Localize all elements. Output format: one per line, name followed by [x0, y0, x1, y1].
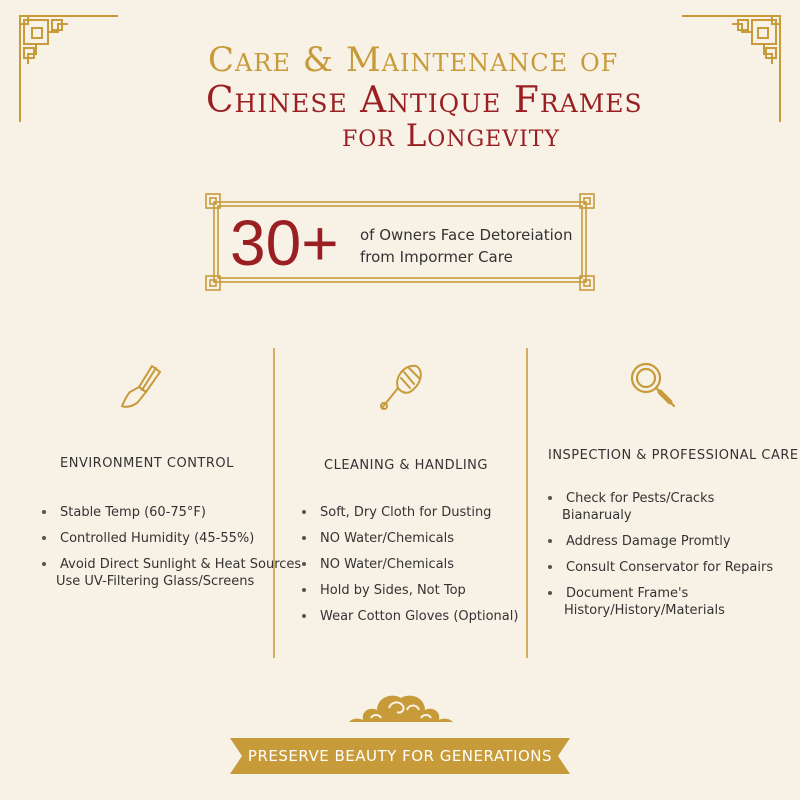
list-item: Hold by Sides, Not Top — [302, 582, 518, 599]
stat-box — [210, 198, 590, 286]
stat-line-1: of Owners Face Detoreiation — [360, 226, 573, 244]
stat-description — [360, 224, 572, 268]
list-item: Avoid Direct Sunlight & Heat Sources — [42, 556, 301, 573]
column-title: INSPECTION & PROFESSIONAL CARE — [548, 448, 799, 463]
list-item: Document Frame's — [548, 585, 773, 602]
list-item: Consult Conservator for Repairs — [548, 559, 773, 576]
column-divider-1 — [273, 348, 275, 658]
list-item: Controlled Humidity (45-55%) — [42, 530, 301, 547]
list-item: NO Water/Chemicals — [302, 556, 518, 573]
column-divider-2 — [526, 348, 528, 658]
column-title: ENVIRONMENT CONTROL — [60, 456, 234, 471]
list-item-continuation: History/History/Materials — [564, 603, 725, 618]
column-list — [302, 504, 518, 634]
column-list — [548, 490, 773, 628]
list-item: NO Water/Chemicals — [302, 530, 518, 547]
brush-icon — [112, 360, 168, 416]
column-title: CLEANING & HANDLING — [324, 458, 488, 473]
list-item: Address Damage Promtly — [548, 533, 773, 550]
list-item-continuation: Use UV-Filtering Glass/Screens — [56, 574, 255, 589]
list-item-continuation: Bianarualy — [562, 508, 632, 523]
corner-ornament-top-right — [682, 14, 782, 124]
list-item: Check for Pests/Cracks — [548, 490, 773, 507]
banner-text: PRESERVE BEAUTY FOR GENERATIONS — [247, 747, 553, 765]
magnifier-icon — [626, 358, 682, 414]
cloud-ornament-icon — [345, 684, 457, 728]
list-item: Soft, Dry Cloth for Dusting — [302, 504, 518, 521]
duster-icon — [374, 358, 430, 414]
corner-ornament-top-left — [18, 14, 118, 124]
footer-banner — [230, 736, 570, 776]
list-item: Stable Temp (60-75°F) — [42, 504, 301, 521]
stat-number: 30+ — [230, 207, 339, 279]
column-list — [42, 504, 301, 599]
list-item: Wear Cotton Gloves (Optional) — [302, 608, 518, 625]
stat-line-2: from Impormer Care — [360, 248, 513, 266]
title-line-2: Chinese Antique Frames — [206, 80, 643, 121]
title-line-3: for Longevity — [342, 118, 561, 154]
title-line-1: Care & Maintenance of — [208, 40, 619, 80]
